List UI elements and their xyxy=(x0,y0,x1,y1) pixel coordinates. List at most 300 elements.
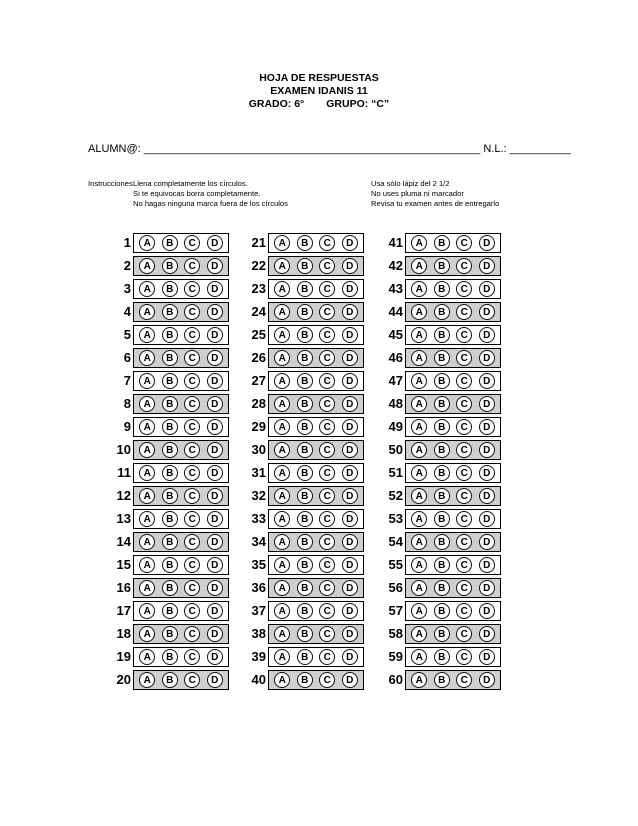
answer-bubble-a[interactable]: A xyxy=(274,327,290,343)
answer-bubble-b[interactable]: B xyxy=(434,511,450,527)
answer-bubble-d[interactable]: D xyxy=(479,258,495,274)
answer-bubble-a[interactable]: A xyxy=(411,465,427,481)
answer-bubble-d[interactable]: D xyxy=(207,396,223,412)
answer-bubble-d[interactable]: D xyxy=(342,488,358,504)
answer-row xyxy=(100,301,230,324)
answer-bubble-a[interactable]: A xyxy=(411,373,427,389)
answer-column-3 xyxy=(372,232,502,692)
answer-row xyxy=(235,301,365,324)
question-number: 10 xyxy=(116,442,131,457)
answer-bubble-a[interactable]: A xyxy=(411,488,427,504)
answer-bubble-b[interactable]: B xyxy=(297,396,313,412)
answer-bubble-a[interactable]: A xyxy=(139,419,155,435)
answer-bubble-d[interactable]: D xyxy=(479,281,495,297)
answer-bubble-c[interactable]: C xyxy=(184,396,200,412)
answer-bubble-a[interactable]: A xyxy=(274,396,290,412)
answer-bubble-b[interactable]: B xyxy=(162,304,178,320)
answer-bubble-c[interactable]: C xyxy=(319,603,335,619)
answer-bubble-b[interactable]: B xyxy=(162,534,178,550)
answer-bubble-d[interactable]: D xyxy=(207,304,223,320)
answer-bubble-a[interactable]: A xyxy=(139,373,155,389)
answer-bubble-b[interactable]: B xyxy=(297,350,313,366)
answer-bubble-c[interactable]: C xyxy=(456,350,472,366)
instruction-line: Revisa tu examen antes de entregarlo xyxy=(371,199,500,208)
answer-bubble-b[interactable]: B xyxy=(434,396,450,412)
answer-bubble-d[interactable]: D xyxy=(479,465,495,481)
answer-bubble-a[interactable]: A xyxy=(411,557,427,573)
answer-row xyxy=(100,370,230,393)
answer-bubble-c[interactable]: C xyxy=(319,626,335,642)
answer-bubble-d[interactable]: D xyxy=(207,465,223,481)
answer-bubble-a[interactable]: A xyxy=(274,419,290,435)
answer-bubble-a[interactable]: A xyxy=(139,442,155,458)
answer-bubble-a[interactable]: A xyxy=(139,557,155,573)
answer-bubble-c[interactable]: C xyxy=(456,373,472,389)
answer-row xyxy=(235,531,365,554)
answer-bubble-a[interactable]: A xyxy=(139,603,155,619)
option-box xyxy=(133,394,229,414)
answer-bubble-d[interactable]: D xyxy=(207,580,223,596)
option-box xyxy=(405,233,501,253)
answer-bubble-b[interactable]: B xyxy=(297,235,313,251)
answer-bubble-d[interactable]: D xyxy=(479,350,495,366)
answer-bubble-b[interactable]: B xyxy=(434,465,450,481)
answer-bubble-c[interactable]: C xyxy=(184,580,200,596)
answer-bubble-d[interactable]: D xyxy=(479,603,495,619)
answer-row xyxy=(100,255,230,278)
answer-bubble-c[interactable]: C xyxy=(184,672,200,688)
answer-bubble-b[interactable]: B xyxy=(434,580,450,596)
answer-bubble-b[interactable]: B xyxy=(434,603,450,619)
answer-bubble-d[interactable]: D xyxy=(342,396,358,412)
answer-bubble-b[interactable]: B xyxy=(297,511,313,527)
answer-bubble-c[interactable]: C xyxy=(456,672,472,688)
answer-bubble-a[interactable]: A xyxy=(139,258,155,274)
answer-bubble-b[interactable]: B xyxy=(297,327,313,343)
question-number: 15 xyxy=(116,557,131,572)
answer-row xyxy=(372,508,502,531)
answer-bubble-c[interactable]: C xyxy=(456,304,472,320)
answer-bubble-c[interactable]: C xyxy=(456,649,472,665)
answer-bubble-a[interactable]: A xyxy=(274,511,290,527)
answer-bubble-a[interactable]: A xyxy=(411,672,427,688)
answer-bubble-c[interactable]: C xyxy=(319,258,335,274)
answer-bubble-b[interactable]: B xyxy=(434,649,450,665)
option-box xyxy=(133,578,229,598)
answer-row xyxy=(235,462,365,485)
answer-row xyxy=(100,508,230,531)
answer-bubble-a[interactable]: A xyxy=(411,626,427,642)
answer-row xyxy=(100,600,230,623)
answer-bubble-b[interactable]: B xyxy=(434,373,450,389)
answer-bubble-c[interactable]: C xyxy=(319,442,335,458)
answer-bubble-d[interactable]: D xyxy=(207,672,223,688)
answer-bubble-d[interactable]: D xyxy=(479,649,495,665)
answer-bubble-d[interactable]: D xyxy=(479,488,495,504)
answer-bubble-a[interactable]: A xyxy=(274,304,290,320)
answer-bubble-d[interactable]: D xyxy=(207,488,223,504)
answer-bubble-b[interactable]: B xyxy=(434,419,450,435)
answer-bubble-a[interactable]: A xyxy=(139,534,155,550)
answer-bubble-b[interactable]: B xyxy=(162,442,178,458)
answer-bubble-d[interactable]: D xyxy=(479,373,495,389)
answer-bubble-d[interactable]: D xyxy=(342,465,358,481)
instruction-line: No uses pluma ni marcador xyxy=(371,189,464,198)
answer-bubble-b[interactable]: B xyxy=(162,672,178,688)
answer-bubble-b[interactable]: B xyxy=(434,557,450,573)
answer-bubble-c[interactable]: C xyxy=(184,327,200,343)
answer-bubble-a[interactable]: A xyxy=(139,396,155,412)
answer-bubble-b[interactable]: B xyxy=(162,511,178,527)
answer-bubble-c[interactable]: C xyxy=(456,557,472,573)
answer-bubble-c[interactable]: C xyxy=(184,419,200,435)
answer-bubble-a[interactable]: A xyxy=(139,580,155,596)
answer-bubble-c[interactable]: C xyxy=(319,281,335,297)
answer-bubble-b[interactable]: B xyxy=(297,258,313,274)
answer-bubble-a[interactable]: A xyxy=(139,488,155,504)
question-number: 29 xyxy=(251,419,266,434)
answer-bubble-c[interactable]: C xyxy=(319,350,335,366)
answer-bubble-b[interactable]: B xyxy=(297,465,313,481)
instruction-line: Si te equivocas borra completamente. xyxy=(133,189,261,198)
answer-bubble-a[interactable]: A xyxy=(411,442,427,458)
answer-bubble-d[interactable]: D xyxy=(207,534,223,550)
answer-bubble-d[interactable]: D xyxy=(342,672,358,688)
answer-bubble-b[interactable]: B xyxy=(297,534,313,550)
answer-bubble-d[interactable]: D xyxy=(342,350,358,366)
answer-bubble-c[interactable]: C xyxy=(319,235,335,251)
answer-bubble-b[interactable]: B xyxy=(434,442,450,458)
answer-bubble-a[interactable]: A xyxy=(411,258,427,274)
answer-bubble-b[interactable]: B xyxy=(162,396,178,412)
answer-bubble-b[interactable]: B xyxy=(162,373,178,389)
answer-bubble-d[interactable]: D xyxy=(342,235,358,251)
answer-bubble-c[interactable]: C xyxy=(456,580,472,596)
option-box xyxy=(405,417,501,437)
answer-bubble-b[interactable]: B xyxy=(297,419,313,435)
answer-bubble-a[interactable]: A xyxy=(274,649,290,665)
answer-bubble-c[interactable]: C xyxy=(319,534,335,550)
option-box xyxy=(133,279,229,299)
answer-bubble-d[interactable]: D xyxy=(479,580,495,596)
answer-bubble-a[interactable]: A xyxy=(139,511,155,527)
answer-bubble-b[interactable]: B xyxy=(434,327,450,343)
answer-bubble-d[interactable]: D xyxy=(207,626,223,642)
answer-bubble-d[interactable]: D xyxy=(207,373,223,389)
answer-bubble-b[interactable]: B xyxy=(434,258,450,274)
answer-bubble-d[interactable]: D xyxy=(479,557,495,573)
answer-bubble-b[interactable]: B xyxy=(434,235,450,251)
answer-bubble-c[interactable]: C xyxy=(184,488,200,504)
answer-bubble-c[interactable]: C xyxy=(319,488,335,504)
answer-bubble-b[interactable]: B xyxy=(162,557,178,573)
answer-bubble-c[interactable]: C xyxy=(184,258,200,274)
answer-bubble-d[interactable]: D xyxy=(479,626,495,642)
answer-bubble-a[interactable]: A xyxy=(274,672,290,688)
answer-bubble-a[interactable]: A xyxy=(274,488,290,504)
answer-bubble-c[interactable]: C xyxy=(456,488,472,504)
answer-bubble-b[interactable]: B xyxy=(162,258,178,274)
answer-row xyxy=(372,623,502,646)
question-number: 35 xyxy=(251,557,266,572)
answer-bubble-a[interactable]: A xyxy=(139,281,155,297)
answer-bubble-b[interactable]: B xyxy=(297,603,313,619)
answer-bubble-d[interactable]: D xyxy=(207,511,223,527)
answer-row xyxy=(235,324,365,347)
question-number: 20 xyxy=(116,672,131,687)
answer-bubble-c[interactable]: C xyxy=(319,557,335,573)
option-box xyxy=(405,394,501,414)
option-box xyxy=(405,532,501,552)
answer-bubble-a[interactable]: A xyxy=(139,304,155,320)
answer-bubble-c[interactable]: C xyxy=(319,304,335,320)
answer-bubble-d[interactable]: D xyxy=(207,419,223,435)
answer-bubble-d[interactable]: D xyxy=(342,419,358,435)
answer-bubble-a[interactable]: A xyxy=(274,603,290,619)
question-number: 13 xyxy=(116,511,131,526)
answer-bubble-b[interactable]: B xyxy=(297,672,313,688)
answer-bubble-b[interactable]: B xyxy=(162,281,178,297)
answer-bubble-c[interactable]: C xyxy=(456,258,472,274)
answer-bubble-a[interactable]: A xyxy=(411,649,427,665)
answer-bubble-c[interactable]: C xyxy=(456,442,472,458)
answer-bubble-d[interactable]: D xyxy=(207,327,223,343)
answer-bubble-d[interactable]: D xyxy=(342,534,358,550)
answer-bubble-c[interactable]: C xyxy=(184,626,200,642)
answer-bubble-a[interactable]: A xyxy=(411,281,427,297)
answer-bubble-d[interactable]: D xyxy=(342,373,358,389)
answer-bubble-b[interactable]: B xyxy=(297,442,313,458)
answer-bubble-a[interactable]: A xyxy=(274,235,290,251)
answer-bubble-a[interactable]: A xyxy=(274,534,290,550)
question-number: 52 xyxy=(388,488,403,503)
answer-bubble-c[interactable]: C xyxy=(456,396,472,412)
question-number: 39 xyxy=(251,649,266,664)
question-number: 4 xyxy=(123,304,131,319)
answer-bubble-b[interactable]: B xyxy=(162,626,178,642)
answer-bubble-c[interactable]: C xyxy=(319,649,335,665)
answer-bubble-a[interactable]: A xyxy=(274,626,290,642)
answer-bubble-c[interactable]: C xyxy=(456,603,472,619)
answer-bubble-c[interactable]: C xyxy=(319,672,335,688)
answer-bubble-c[interactable]: C xyxy=(184,465,200,481)
answer-bubble-c[interactable]: C xyxy=(184,304,200,320)
answer-bubble-a[interactable]: A xyxy=(274,580,290,596)
answer-row xyxy=(372,393,502,416)
question-number: 55 xyxy=(388,557,403,572)
answer-bubble-b[interactable]: B xyxy=(297,373,313,389)
answer-bubble-a[interactable]: A xyxy=(274,465,290,481)
answer-bubble-d[interactable]: D xyxy=(342,557,358,573)
answer-bubble-a[interactable]: A xyxy=(411,580,427,596)
answer-bubble-d[interactable]: D xyxy=(207,649,223,665)
answer-bubble-d[interactable]: D xyxy=(479,304,495,320)
answer-bubble-c[interactable]: C xyxy=(184,603,200,619)
answer-bubble-c[interactable]: C xyxy=(184,373,200,389)
answer-bubble-b[interactable]: B xyxy=(162,419,178,435)
question-number: 22 xyxy=(251,258,266,273)
answer-bubble-c[interactable]: C xyxy=(184,281,200,297)
answer-bubble-d[interactable]: D xyxy=(479,419,495,435)
answer-bubble-b[interactable]: B xyxy=(162,580,178,596)
answer-bubble-d[interactable]: D xyxy=(207,235,223,251)
answer-bubble-c[interactable]: C xyxy=(456,626,472,642)
question-number: 45 xyxy=(388,327,403,342)
answer-bubble-c[interactable]: C xyxy=(319,511,335,527)
answer-bubble-b[interactable]: B xyxy=(297,557,313,573)
answer-bubble-c[interactable]: C xyxy=(319,580,335,596)
answer-bubble-c[interactable]: C xyxy=(184,534,200,550)
answer-bubble-c[interactable]: C xyxy=(184,442,200,458)
option-box xyxy=(268,578,364,598)
answer-bubble-a[interactable]: A xyxy=(411,235,427,251)
answer-bubble-b[interactable]: B xyxy=(162,327,178,343)
answer-bubble-d[interactable]: D xyxy=(479,327,495,343)
answer-bubble-a[interactable]: A xyxy=(411,419,427,435)
answer-bubble-c[interactable]: C xyxy=(184,557,200,573)
answer-bubble-d[interactable]: D xyxy=(342,327,358,343)
answer-bubble-a[interactable]: A xyxy=(139,465,155,481)
answer-bubble-b[interactable]: B xyxy=(297,649,313,665)
answer-bubble-a[interactable]: A xyxy=(274,557,290,573)
answer-bubble-d[interactable]: D xyxy=(342,580,358,596)
answer-bubble-c[interactable]: C xyxy=(184,511,200,527)
answer-bubble-d[interactable]: D xyxy=(342,304,358,320)
instructions-block xyxy=(88,179,550,215)
question-number: 32 xyxy=(251,488,266,503)
answer-bubble-c[interactable]: C xyxy=(319,373,335,389)
answer-bubble-a[interactable]: A xyxy=(139,235,155,251)
option-box xyxy=(268,417,364,437)
answer-bubble-a[interactable]: A xyxy=(274,373,290,389)
answer-bubble-b[interactable]: B xyxy=(297,488,313,504)
answer-bubble-c[interactable]: C xyxy=(456,511,472,527)
answer-bubble-d[interactable]: D xyxy=(479,672,495,688)
answer-bubble-c[interactable]: C xyxy=(456,419,472,435)
answer-bubble-c[interactable]: C xyxy=(456,534,472,550)
answer-bubble-d[interactable]: D xyxy=(342,442,358,458)
answer-bubble-a[interactable]: A xyxy=(139,672,155,688)
option-box xyxy=(405,624,501,644)
answer-bubble-d[interactable]: D xyxy=(479,442,495,458)
answer-bubble-d[interactable]: D xyxy=(207,442,223,458)
answer-row xyxy=(372,577,502,600)
answer-bubble-d[interactable]: D xyxy=(479,235,495,251)
answer-bubble-d[interactable]: D xyxy=(342,281,358,297)
answer-bubble-c[interactable]: C xyxy=(319,327,335,343)
answer-column-2 xyxy=(235,232,365,692)
option-box xyxy=(133,417,229,437)
answer-bubble-b[interactable]: B xyxy=(297,304,313,320)
student-name-blank[interactable]: _______________________________________________________ xyxy=(143,143,481,155)
answer-bubble-b[interactable]: B xyxy=(434,534,450,550)
answer-bubble-c[interactable]: C xyxy=(456,465,472,481)
answer-bubble-b[interactable]: B xyxy=(162,649,178,665)
answer-bubble-a[interactable]: A xyxy=(411,603,427,619)
answer-row xyxy=(100,577,230,600)
answer-bubble-c[interactable]: C xyxy=(456,327,472,343)
question-number: 44 xyxy=(388,304,403,319)
answer-bubble-a[interactable]: A xyxy=(411,304,427,320)
answer-bubble-d[interactable]: D xyxy=(207,603,223,619)
answer-bubble-a[interactable]: A xyxy=(274,350,290,366)
question-number: 38 xyxy=(251,626,266,641)
answer-bubble-c[interactable]: C xyxy=(319,396,335,412)
answer-bubble-b[interactable]: B xyxy=(434,626,450,642)
answer-bubble-b[interactable]: B xyxy=(434,281,450,297)
answer-bubble-a[interactable]: A xyxy=(411,511,427,527)
answer-bubble-d[interactable]: D xyxy=(207,281,223,297)
answer-bubble-d[interactable]: D xyxy=(342,626,358,642)
answer-bubble-a[interactable]: A xyxy=(274,281,290,297)
answer-bubble-b[interactable]: B xyxy=(434,350,450,366)
answer-bubble-b[interactable]: B xyxy=(434,304,450,320)
question-number: 6 xyxy=(123,350,131,365)
answer-bubble-b[interactable]: B xyxy=(434,672,450,688)
answer-bubble-c[interactable]: C xyxy=(184,235,200,251)
answer-bubble-a[interactable]: A xyxy=(139,626,155,642)
answer-bubble-c[interactable]: C xyxy=(184,649,200,665)
answer-bubble-c[interactable]: C xyxy=(319,465,335,481)
answer-bubble-d[interactable]: D xyxy=(342,603,358,619)
answer-bubble-d[interactable]: D xyxy=(342,511,358,527)
answer-column-1 xyxy=(100,232,230,692)
list-number-blank[interactable]: __________ xyxy=(509,143,571,155)
answer-bubble-a[interactable]: A xyxy=(274,258,290,274)
question-number: 41 xyxy=(388,235,403,250)
answer-bubble-d[interactable]: D xyxy=(207,350,223,366)
answer-bubble-c[interactable]: C xyxy=(184,350,200,366)
answer-row xyxy=(235,485,365,508)
answer-bubble-b[interactable]: B xyxy=(162,603,178,619)
answer-bubble-c[interactable]: C xyxy=(456,281,472,297)
answer-bubble-b[interactable]: B xyxy=(434,488,450,504)
answer-bubble-b[interactable]: B xyxy=(297,281,313,297)
option-box xyxy=(133,647,229,667)
answer-bubble-a[interactable]: A xyxy=(411,350,427,366)
answer-bubble-b[interactable]: B xyxy=(162,350,178,366)
answer-bubble-a[interactable]: A xyxy=(139,327,155,343)
option-box xyxy=(133,601,229,621)
answer-bubble-b[interactable]: B xyxy=(297,580,313,596)
answer-row xyxy=(235,347,365,370)
answer-bubble-a[interactable]: A xyxy=(411,534,427,550)
question-number: 43 xyxy=(388,281,403,296)
answer-row xyxy=(235,393,365,416)
answer-bubble-d[interactable]: D xyxy=(479,534,495,550)
answer-bubble-a[interactable]: A xyxy=(411,327,427,343)
answer-row xyxy=(372,232,502,255)
answer-bubble-a[interactable]: A xyxy=(139,649,155,665)
answer-bubble-d[interactable]: D xyxy=(207,258,223,274)
answer-bubble-d[interactable]: D xyxy=(342,258,358,274)
option-box xyxy=(133,440,229,460)
answer-bubble-d[interactable]: D xyxy=(342,649,358,665)
answer-bubble-a[interactable]: A xyxy=(139,350,155,366)
answer-bubble-d[interactable]: D xyxy=(479,396,495,412)
answer-bubble-b[interactable]: B xyxy=(162,465,178,481)
question-number: 36 xyxy=(251,580,266,595)
answer-bubble-a[interactable]: A xyxy=(411,396,427,412)
answer-bubble-b[interactable]: B xyxy=(297,626,313,642)
answer-bubble-b[interactable]: B xyxy=(162,488,178,504)
answer-bubble-d[interactable]: D xyxy=(207,557,223,573)
answer-bubble-c[interactable]: C xyxy=(456,235,472,251)
answer-bubble-c[interactable]: C xyxy=(319,419,335,435)
answer-bubble-a[interactable]: A xyxy=(274,442,290,458)
answer-bubble-b[interactable]: B xyxy=(162,235,178,251)
answer-bubble-d[interactable]: D xyxy=(479,511,495,527)
